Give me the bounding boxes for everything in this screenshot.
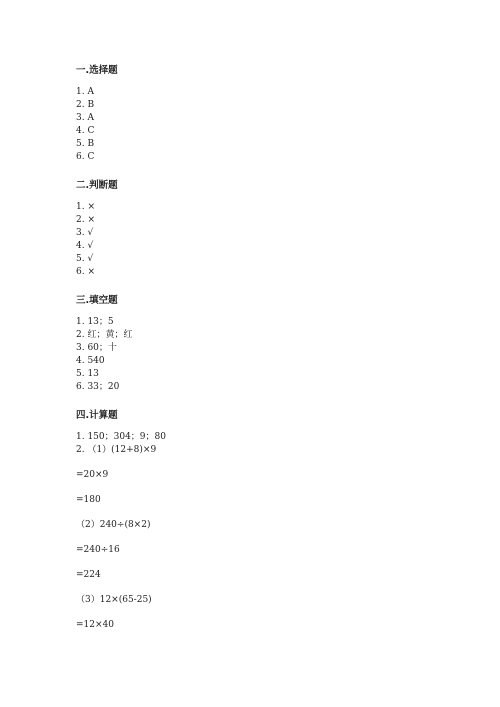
fill-answer-5: 5. 13	[76, 369, 99, 379]
calc-line-9: =12×40	[76, 620, 114, 630]
judgement-answer-2: 2. ×	[76, 215, 95, 225]
choice-answer-3: 3. A	[76, 113, 94, 123]
fill-answer-1: 1. 13；5	[76, 317, 114, 327]
choice-answer-1: 1. A	[76, 87, 94, 97]
choice-answer-2: 2. B	[76, 100, 95, 110]
judgement-answer-3: 3. √	[76, 228, 94, 238]
fill-answer-3: 3. 60；十	[76, 343, 117, 353]
calc-line-1: 1. 150；304；9；80	[76, 432, 166, 442]
calc-line-8: （3）12×(65-25)	[76, 595, 152, 605]
section-title-calculation: 四.计算题	[76, 410, 118, 421]
fill-answer-6: 6. 33；20	[76, 382, 120, 392]
choice-answer-5: 5. B	[76, 139, 95, 149]
choice-answer-6: 6. C	[76, 152, 95, 162]
choice-answer-4: 4. C	[76, 126, 95, 136]
section-title-judgement: 二.判断题	[76, 180, 118, 191]
judgement-answer-4: 4. √	[76, 241, 94, 251]
calc-line-3: =20×9	[76, 470, 109, 480]
judgement-answer-6: 6. ×	[76, 267, 95, 277]
fill-answer-2: 2. 红；黄；红	[76, 330, 133, 340]
calc-line-6: =240÷16	[76, 545, 120, 555]
judgement-answer-5: 5. √	[76, 254, 94, 264]
calc-line-7: =224	[76, 570, 101, 580]
section-title-fill-blank: 三.填空题	[76, 295, 118, 306]
calc-line-2: 2. （1）(12+8)×9	[76, 445, 157, 455]
calc-line-5: （2）240÷(8×2)	[76, 520, 151, 530]
section-title-choice: 一.选择题	[76, 65, 118, 76]
calc-line-4: =180	[76, 495, 101, 505]
judgement-answer-1: 1. ×	[76, 202, 95, 212]
fill-answer-4: 4. 540	[76, 356, 105, 366]
